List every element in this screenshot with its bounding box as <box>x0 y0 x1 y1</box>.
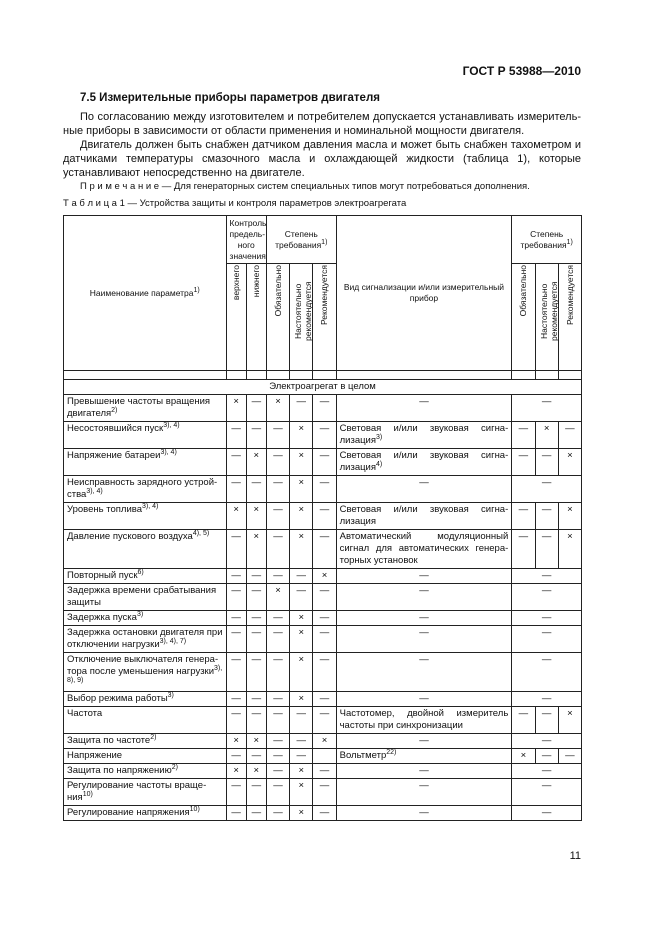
row-mark: × <box>290 449 313 476</box>
row-mark: — <box>226 422 246 449</box>
row-mark: — <box>266 626 289 653</box>
table-row <box>64 734 582 749</box>
row-mark: × <box>290 503 313 530</box>
row-mark: — <box>266 707 289 734</box>
row-signal: — <box>336 626 512 653</box>
header-upper: верхнего <box>231 265 242 301</box>
row-param-name: Задержка времени срабатывания защиты <box>64 584 227 611</box>
row-degree-mark: — <box>535 449 558 476</box>
row-mark: — <box>313 806 336 821</box>
row-mark: × <box>266 584 289 611</box>
row-param-name: Несостоявшийся пуск$^{3), 4)}$ <box>64 422 227 449</box>
table-row <box>64 692 582 707</box>
row-signal: Световая и/или звуковая сигнализация <box>336 503 512 530</box>
row-param-name: Частота <box>64 707 227 734</box>
row-mark: — <box>246 395 266 422</box>
document-header: ГОСТ Р 53988—2010 <box>462 64 581 78</box>
table-row <box>64 764 582 779</box>
row-mark: — <box>266 653 289 692</box>
row-degree-mark: — <box>535 707 558 734</box>
row-mark: × <box>246 503 266 530</box>
row-signal: Автоматический модуляционный сигнал для автоматических генераторных установок <box>336 530 512 569</box>
row-mark: — <box>226 707 246 734</box>
table-row <box>64 449 582 476</box>
header-mandatory-2: Обязательно <box>518 265 529 317</box>
row-mark: — <box>313 395 336 422</box>
table-row <box>64 584 582 611</box>
row-degree-mark: × <box>558 530 581 569</box>
row-mark: — <box>313 707 336 734</box>
row-mark: — <box>313 530 336 569</box>
row-degree: — <box>512 569 582 584</box>
header-recommended-strong: Настоятельно рекомендуется <box>293 281 314 341</box>
row-degree: — <box>512 611 582 626</box>
paragraph-2: Двигатель должен быть снабжен датчиком давления масла и может быть снабжен тахометром и датчиками температуры смазочного масла и охлаждающей жидкости (таблица 1), которые устанавливают непосредственно на двигателе. <box>63 139 581 179</box>
row-mark: × <box>290 626 313 653</box>
row-mark: × <box>226 395 246 422</box>
table-row <box>64 749 582 764</box>
row-signal: — <box>336 584 512 611</box>
row-degree: — <box>512 626 582 653</box>
row-mark: × <box>290 653 313 692</box>
row-mark: × <box>226 764 246 779</box>
row-mark: — <box>313 422 336 449</box>
row-mark: × <box>290 764 313 779</box>
row-param-name: Регулирование частоты вращения$^{10)}$ <box>64 779 227 806</box>
row-mark: — <box>266 476 289 503</box>
row-signal: Частотомер, двойной измеритель частоты при синхронизации <box>336 707 512 734</box>
header-control: Контроль предельного значения <box>226 216 266 264</box>
table-row <box>64 503 582 530</box>
parameters-table <box>63 215 582 821</box>
row-mark: × <box>290 692 313 707</box>
row-mark: — <box>266 449 289 476</box>
header-recommended-2: Рекомендуется <box>564 265 575 326</box>
row-mark: — <box>313 611 336 626</box>
row-signal: — <box>336 395 512 422</box>
header-recommended-strong-2: Настоятельно рекомендуется <box>538 281 559 341</box>
header-param: Наименование параметра$^{1)}$ <box>64 216 227 371</box>
row-param-name: Повторный пуск$^{6)}$ <box>64 569 227 584</box>
row-degree-mark: × <box>558 707 581 734</box>
header-degree: Степень требования$^{1)}$ <box>266 216 336 264</box>
row-signal: — <box>336 734 512 749</box>
row-mark: — <box>266 764 289 779</box>
table-caption: Т а б л и ц а 1 — Устройства защиты и контроля параметров электроагрегата <box>63 198 407 209</box>
row-mark: — <box>290 569 313 584</box>
row-param-name: Напряжение <box>64 749 227 764</box>
row-mark: — <box>226 779 246 806</box>
section-title: 7.5 Измерительные приборы параметров двигателя <box>80 92 380 104</box>
row-mark: — <box>313 476 336 503</box>
row-mark: × <box>266 395 289 422</box>
row-degree-mark: — <box>512 707 535 734</box>
row-param-name: Напряжение батареи$^{3), 4)}$ <box>64 449 227 476</box>
table-row <box>64 611 582 626</box>
row-mark: — <box>266 806 289 821</box>
row-mark: — <box>266 611 289 626</box>
row-signal: — <box>336 653 512 692</box>
row-degree: — <box>512 779 582 806</box>
row-mark: × <box>313 569 336 584</box>
row-param-name: Отключение выключателя генератора после уменьшения нагрузки$^{3), 8), 9)}$ <box>64 653 227 692</box>
table-row <box>64 707 582 734</box>
row-degree: — <box>512 764 582 779</box>
paragraph-1: По согласованию между изготовителем и потребителем допускается устанавливать измерительные приборы в зависимости от области применения и номинальной мощности двигателя. <box>63 111 581 137</box>
table-row <box>64 422 582 449</box>
header-mandatory: Обязательно <box>273 265 284 317</box>
row-degree-mark: × <box>558 503 581 530</box>
table-row <box>64 395 582 422</box>
row-mark: — <box>313 584 336 611</box>
row-mark: — <box>246 422 266 449</box>
row-mark: — <box>246 611 266 626</box>
row-mark: × <box>226 734 246 749</box>
row-param-name: Задержка пуска$^{3)}$ <box>64 611 227 626</box>
row-mark: × <box>246 764 266 779</box>
row-mark: — <box>290 734 313 749</box>
row-mark: — <box>246 584 266 611</box>
note: П р и м е ч а н и е — Для генераторных систем специальных типов могут потребоваться дополнения. <box>80 181 530 192</box>
row-mark: — <box>246 707 266 734</box>
row-signal: — <box>336 611 512 626</box>
header-lower: нижнего <box>251 265 262 298</box>
row-degree-mark: — <box>558 422 581 449</box>
row-mark: — <box>266 569 289 584</box>
row-signal: Световая и/или звуковая сигнализация$^{3)}$ <box>336 422 512 449</box>
row-mark: × <box>246 449 266 476</box>
row-degree-mark: — <box>512 503 535 530</box>
table-row <box>64 779 582 806</box>
row-mark: — <box>246 569 266 584</box>
header-signal: Вид сигнализации и/или измерительный прибор <box>336 216 512 371</box>
row-param-name: Защита по напряжению$^{2)}$ <box>64 764 227 779</box>
row-mark: × <box>290 779 313 806</box>
row-signal: — <box>336 476 512 503</box>
row-mark: × <box>290 530 313 569</box>
header-recommended: Рекомендуется <box>319 265 330 326</box>
table-row <box>64 626 582 653</box>
table-row <box>64 569 582 584</box>
row-mark: — <box>290 707 313 734</box>
row-mark: × <box>226 503 246 530</box>
row-mark: — <box>246 653 266 692</box>
group-row: Электроагрегат в целом <box>64 380 582 395</box>
row-mark: — <box>226 653 246 692</box>
table-row <box>64 530 582 569</box>
row-mark: — <box>226 584 246 611</box>
row-degree-mark: — <box>558 749 581 764</box>
header-degree2: Степень требования$^{1)}$ <box>512 216 582 264</box>
row-signal: — <box>336 764 512 779</box>
row-degree: — <box>512 476 582 503</box>
row-mark: — <box>226 530 246 569</box>
row-mark: — <box>246 749 266 764</box>
row-mark: — <box>313 626 336 653</box>
row-param-name: Регулирование напряжения$^{10)}$ <box>64 806 227 821</box>
row-mark: × <box>246 530 266 569</box>
row-signal: — <box>336 779 512 806</box>
row-signal: Световая и/или звуковая сигнализация$^{4)}$ <box>336 449 512 476</box>
row-degree: — <box>512 653 582 692</box>
row-mark: — <box>313 779 336 806</box>
row-mark: — <box>266 422 289 449</box>
row-degree: — <box>512 692 582 707</box>
row-mark: × <box>313 734 336 749</box>
row-mark: — <box>266 779 289 806</box>
row-param-name: Давление пускового воздуха$^{4), 5)}$ <box>64 530 227 569</box>
row-mark: — <box>226 806 246 821</box>
row-signal: — <box>336 692 512 707</box>
row-signal: — <box>336 806 512 821</box>
row-signal: — <box>336 569 512 584</box>
row-param-name: Уровень топлива$^{3), 4)}$ <box>64 503 227 530</box>
row-degree-mark: — <box>512 422 535 449</box>
row-mark: — <box>266 692 289 707</box>
row-param-name: Выбор режима работы$^{3)}$ <box>64 692 227 707</box>
row-mark: — <box>313 503 336 530</box>
row-param-name: Неисправность зарядного устрой- ства$^{3), 4)}$ <box>64 476 227 503</box>
row-mark: — <box>290 749 313 764</box>
row-mark: — <box>266 503 289 530</box>
row-degree-mark: × <box>512 749 535 764</box>
row-mark: × <box>290 422 313 449</box>
row-degree: — <box>512 584 582 611</box>
row-mark: × <box>290 806 313 821</box>
row-mark: — <box>226 611 246 626</box>
row-degree: — <box>512 806 582 821</box>
row-mark: — <box>246 626 266 653</box>
table-row <box>64 476 582 503</box>
row-mark: — <box>246 779 266 806</box>
row-mark: — <box>226 749 246 764</box>
row-mark <box>313 749 336 764</box>
row-mark: — <box>246 806 266 821</box>
row-param-name: Превышение частоты вращения двигателя$^{2)}$ <box>64 395 227 422</box>
row-mark: — <box>266 530 289 569</box>
table-row <box>64 806 582 821</box>
row-param-name: Защита по частоте$^{2)}$ <box>64 734 227 749</box>
row-mark: — <box>313 449 336 476</box>
row-mark: — <box>266 734 289 749</box>
row-degree-mark: × <box>535 422 558 449</box>
row-mark: — <box>313 764 336 779</box>
row-mark: — <box>266 749 289 764</box>
row-mark: — <box>290 395 313 422</box>
row-mark: — <box>226 692 246 707</box>
row-mark: — <box>246 692 266 707</box>
row-signal: Вольтметр$^{22)}$ <box>336 749 512 764</box>
row-mark: — <box>226 449 246 476</box>
row-degree: — <box>512 734 582 749</box>
row-mark: × <box>290 476 313 503</box>
row-mark: — <box>226 626 246 653</box>
row-mark: × <box>246 734 266 749</box>
table-row <box>64 653 582 692</box>
row-degree-mark: — <box>535 749 558 764</box>
row-degree-mark: — <box>535 530 558 569</box>
row-mark: — <box>313 653 336 692</box>
row-mark: — <box>313 692 336 707</box>
page-number: 11 <box>569 850 581 862</box>
row-degree-mark: — <box>512 449 535 476</box>
row-mark: — <box>226 476 246 503</box>
row-degree-mark: × <box>558 449 581 476</box>
row-degree-mark: — <box>535 503 558 530</box>
row-mark: — <box>290 584 313 611</box>
row-mark: × <box>290 611 313 626</box>
row-degree-mark: — <box>512 530 535 569</box>
row-mark: — <box>246 476 266 503</box>
row-mark: — <box>226 569 246 584</box>
row-param-name: Задержка остановки двигателя при отключении нагрузки$^{3), 4), 7)}$ <box>64 626 227 653</box>
row-degree: — <box>512 395 582 422</box>
